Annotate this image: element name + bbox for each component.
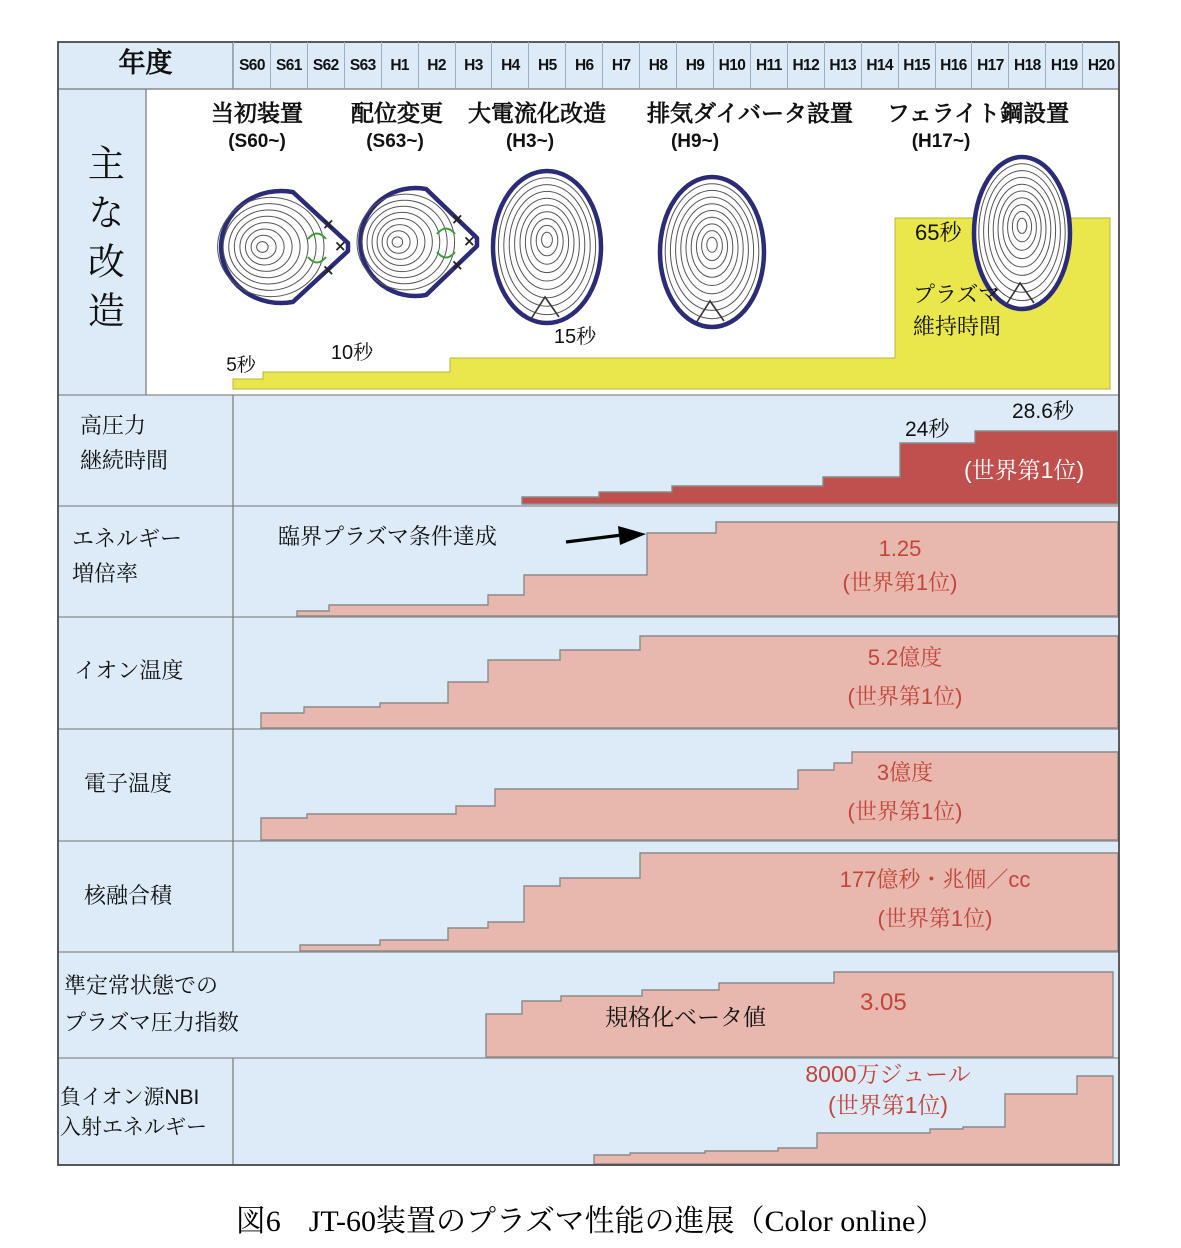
critical-plasma-annotation: 臨界プラズマ条件達成 <box>278 524 497 549</box>
year-label: H17 <box>971 42 1008 89</box>
row-label-nbi-line1: 負イオン源NBI <box>60 1086 200 1109</box>
year-label: H3 <box>455 42 492 89</box>
value-fusion-product: 177億秒・兆個／cc <box>839 867 1031 892</box>
row-label-ion-temp: イオン温度 <box>74 658 184 683</box>
year-label: H16 <box>935 42 972 89</box>
duration-step-15s: 15秒 <box>553 326 597 348</box>
row-label-beta-line2: プラズマ圧力指数 <box>64 1010 239 1035</box>
rank-pressure: (世界第1位) <box>964 457 1085 483</box>
year-label: H19 <box>1045 42 1082 89</box>
value-ion-temp: 5.2億度 <box>867 645 943 670</box>
value-28-6s: 28.6秒 <box>1012 400 1074 423</box>
row-label-pressure-line1: 高圧力 <box>80 413 147 438</box>
row-label-nbi-line2: 入射エネルギー <box>60 1116 207 1139</box>
year-axis-label: 年度 <box>118 48 173 78</box>
year-label: H11 <box>750 42 787 89</box>
rank-fusion-product: (世界第1位) <box>877 906 993 931</box>
svg-text:×: × <box>322 215 335 233</box>
device-period-divertor: (H9~) <box>670 131 720 152</box>
row-label-beta-line1: 準定常状態での <box>64 973 219 998</box>
row-label-pressure-line2: 継続時間 <box>80 448 169 473</box>
duration-step-65s: 65秒 <box>915 220 962 245</box>
row-label-electron-temp: 電子温度 <box>84 771 173 796</box>
year-label: H5 <box>528 42 565 89</box>
year-label: H1 <box>381 42 418 89</box>
year-label: S62 <box>307 42 344 89</box>
figure-caption <box>236 1196 946 1240</box>
rank-electron-temp: (世界第1位) <box>847 799 963 824</box>
value-electron-temp: 3億度 <box>876 760 934 785</box>
year-label: H8 <box>639 42 676 89</box>
duration-step-5s: 5秒 <box>226 355 256 376</box>
year-label: H10 <box>713 42 750 89</box>
figure-title: JT-60装置のプラズマ性能の進展（Color online） <box>308 1205 946 1238</box>
plasma-duration-label-line1: プラズマ <box>913 282 1000 307</box>
year-label: S61 <box>270 42 307 89</box>
rank-energy: (世界第1位) <box>842 570 958 595</box>
plasma-duration-label-line2: 維持時間 <box>913 314 1002 339</box>
rank-ion-temp: (世界第1位) <box>847 684 963 709</box>
value-q125: 1.25 <box>878 536 922 561</box>
normalized-beta-name: 規格化ベータ値 <box>605 1004 766 1030</box>
device-period-current: (H3~) <box>505 131 555 152</box>
rank-nbi: (世界第1位) <box>827 1092 949 1118</box>
device-title-ferrite: フェライト鋼設置 <box>886 100 1070 126</box>
year-label: H2 <box>418 42 455 89</box>
device-title-initial: 当初装置 <box>211 100 303 126</box>
year-label: H4 <box>491 42 528 89</box>
svg-text:×: × <box>451 256 464 274</box>
row-label-energy-line2: 増倍率 <box>72 561 139 586</box>
year-axis-ticks <box>233 42 1119 89</box>
divertor-plasma <box>660 177 764 327</box>
year-label: H18 <box>1008 42 1045 89</box>
major-modifications-label: 主な改造 <box>82 144 124 340</box>
year-label: H12 <box>787 42 824 89</box>
high-current-plasma <box>493 171 601 323</box>
row-label-fusion-product: 核融合積 <box>84 883 173 908</box>
device-title-config: 配位変更 <box>351 100 443 126</box>
value-beta: 3.05 <box>860 989 907 1016</box>
duration-step-10s: 10秒 <box>330 342 374 364</box>
device-period-initial: (S60~) <box>228 131 286 152</box>
year-label: H7 <box>602 42 639 89</box>
figure-number: 図6 <box>235 1205 281 1238</box>
svg-text:×: × <box>334 237 347 255</box>
value-nbi: 8000万ジュール <box>805 1061 971 1087</box>
svg-text:×: × <box>451 210 464 228</box>
device-period-ferrite: (H17~) <box>911 131 971 152</box>
device-period-config: (S63~) <box>366 131 424 152</box>
year-label: S60 <box>233 42 270 89</box>
year-label: H20 <box>1082 42 1119 89</box>
device-title-current: 大電流化改造 <box>468 100 606 126</box>
svg-text:×: × <box>322 261 335 279</box>
year-label: H6 <box>565 42 602 89</box>
value-24s: 24秒 <box>905 418 950 441</box>
row-label-energy-line1: エネルギー <box>72 526 183 551</box>
year-label: H15 <box>898 42 935 89</box>
year-label: S63 <box>344 42 381 89</box>
year-label: H14 <box>861 42 898 89</box>
device-title-divertor: 排気ダイバータ設置 <box>646 100 854 126</box>
year-label: H9 <box>676 42 713 89</box>
svg-text:×: × <box>463 232 476 250</box>
year-label: H13 <box>824 42 861 89</box>
